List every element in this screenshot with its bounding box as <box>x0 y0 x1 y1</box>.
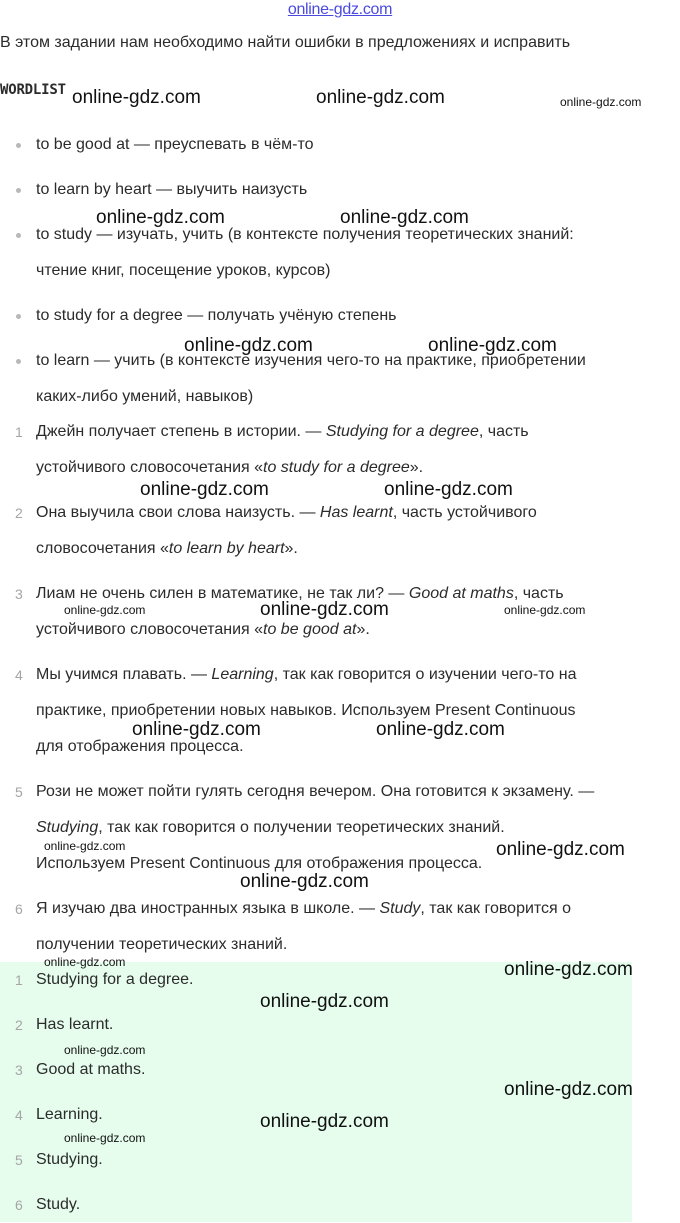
phrase: to be good at <box>263 621 357 638</box>
wordlist-text: to be good at — преуспевать в чём-то <box>36 136 314 153</box>
text: для отображения процесса. <box>36 738 244 755</box>
watermark: online-gdz.com <box>240 871 369 892</box>
answer-phrase: Has learnt <box>319 504 393 521</box>
task-intro: В этом задании нам необходимо найти ошибки в предложениях и исправить <box>0 34 571 51</box>
watermark: online-gdz.com <box>496 839 625 860</box>
watermark: online-gdz.com <box>64 1131 146 1145</box>
item-number: 6 <box>15 901 23 917</box>
answer-text: Studying. <box>36 1151 103 1168</box>
bullet-icon <box>16 143 21 148</box>
answer-item <box>0 1187 632 1223</box>
text: , часть устойчивого <box>392 504 537 521</box>
text: ». <box>356 621 370 638</box>
bullet-icon <box>16 233 21 238</box>
wordlist-text: to learn — учить (в контексте изучения чего-то на практике, приобретении <box>36 352 586 369</box>
text: Лиам не очень силен в математике, не так ли? — <box>36 585 409 602</box>
item-number: 5 <box>15 1152 23 1168</box>
site-watermark-link[interactable]: online-gdz.com <box>287 1 393 18</box>
text: Используем Present Continuous для отображения процесса. <box>36 855 483 872</box>
item-number: 3 <box>15 586 23 602</box>
text: получении теоретических знаний. <box>36 936 288 953</box>
answer-phrase: Study <box>379 900 421 917</box>
wordlist-heading: WORDLIST <box>0 82 66 98</box>
answer-item <box>0 1142 632 1178</box>
text: устойчивого словосочетания « <box>36 459 264 476</box>
explanation-item <box>0 774 680 882</box>
answer-text: Learning. <box>36 1106 103 1123</box>
answer-phrase: Studying <box>36 819 99 836</box>
wordlist <box>0 127 680 415</box>
answer-phrase: Learning <box>211 666 274 683</box>
answer-text: Has learnt. <box>36 1016 114 1033</box>
item-number: 3 <box>15 1062 23 1078</box>
text: , так как говорится о изучении чего-то на <box>273 666 577 683</box>
wordlist-text: каких-либо умений, навыков) <box>36 388 254 405</box>
watermark: online-gdz.com <box>316 87 445 108</box>
watermark: online-gdz.com <box>184 335 313 356</box>
watermark: online-gdz.com <box>72 87 201 108</box>
wordlist-text: to study — изучать, учить (в контексте получения теоретических знаний: <box>36 226 574 243</box>
text: Джейн получает степень в истории. — <box>36 423 326 440</box>
watermark: online-gdz.com <box>428 335 557 356</box>
text: Рози не может пойти гулять сегодня вечером. Она готовится к экзамену. — <box>36 783 595 800</box>
watermark: online-gdz.com <box>260 991 389 1012</box>
explanation-item <box>0 495 680 567</box>
phrase: to learn by heart <box>168 540 285 557</box>
wordlist-item <box>0 298 680 334</box>
item-number: 2 <box>15 505 23 521</box>
answer-phrase: Good at maths <box>408 585 514 602</box>
item-number: 6 <box>15 1197 23 1213</box>
watermark: online-gdz.com <box>64 603 146 617</box>
answer-text: Studying for a degree. <box>36 971 194 988</box>
watermark: online-gdz.com <box>44 839 126 853</box>
watermark: online-gdz.com <box>260 599 389 620</box>
watermark: online-gdz.com <box>504 959 633 980</box>
explanation-item <box>0 414 680 486</box>
text: , так как говорится о <box>420 900 572 917</box>
wordlist-item <box>0 127 680 163</box>
text: словосочетания « <box>36 540 169 557</box>
text: , так как говорится о получении теоретических знаний. <box>98 819 505 836</box>
text: ». <box>409 459 424 476</box>
wordlist-item <box>0 343 680 415</box>
watermark: online-gdz.com <box>44 955 126 969</box>
bullet-icon <box>16 314 21 319</box>
answer-phrase: Studying for a degree <box>325 423 479 440</box>
text: устойчивого словосочетания « <box>36 621 264 638</box>
watermark: online-gdz.com <box>560 95 642 109</box>
item-number: 5 <box>15 784 23 800</box>
wordlist-item <box>0 172 680 208</box>
watermark: online-gdz.com <box>96 207 225 228</box>
answer-text: Good at maths. <box>36 1061 146 1078</box>
item-number: 1 <box>15 424 23 440</box>
watermark: online-gdz.com <box>384 479 513 500</box>
text: Мы учимся плавать. — <box>36 666 212 683</box>
item-number: 4 <box>15 667 23 683</box>
phrase: to study for a degree <box>263 459 410 476</box>
text: Я изучаю два иностранных языка в школе. — <box>36 900 380 917</box>
watermark: online-gdz.com <box>64 1043 146 1057</box>
text: практике, приобретении новых навыков. Используем Present Continuous <box>36 702 576 719</box>
wordlist-text: to learn by heart — выучить наизусть <box>36 181 308 198</box>
wordlist-text: чтение книг, посещение уроков, курсов) <box>36 262 331 279</box>
explanation-item <box>0 891 680 963</box>
watermark: online-gdz.com <box>132 719 261 740</box>
item-number: 4 <box>15 1107 23 1123</box>
watermark: online-gdz.com <box>504 1079 633 1100</box>
watermark: online-gdz.com <box>260 1111 389 1132</box>
bullet-icon <box>16 359 21 364</box>
watermark: online-gdz.com <box>140 479 269 500</box>
explanation-item <box>0 657 680 765</box>
text: ». <box>284 540 298 557</box>
watermark: online-gdz.com <box>340 207 469 228</box>
item-number: 2 <box>15 1017 23 1033</box>
item-number: 1 <box>15 972 23 988</box>
watermark: online-gdz.com <box>504 603 586 617</box>
wordlist-text: to study for a degree — получать учёную степень <box>36 307 397 324</box>
bullet-icon <box>16 188 21 193</box>
text: , часть <box>478 423 529 440</box>
watermark: online-gdz.com <box>376 719 505 740</box>
text: Она выучила свои слова наизусть. — <box>36 504 320 521</box>
text: , часть <box>513 585 564 602</box>
answer-text: Study. <box>36 1196 81 1213</box>
